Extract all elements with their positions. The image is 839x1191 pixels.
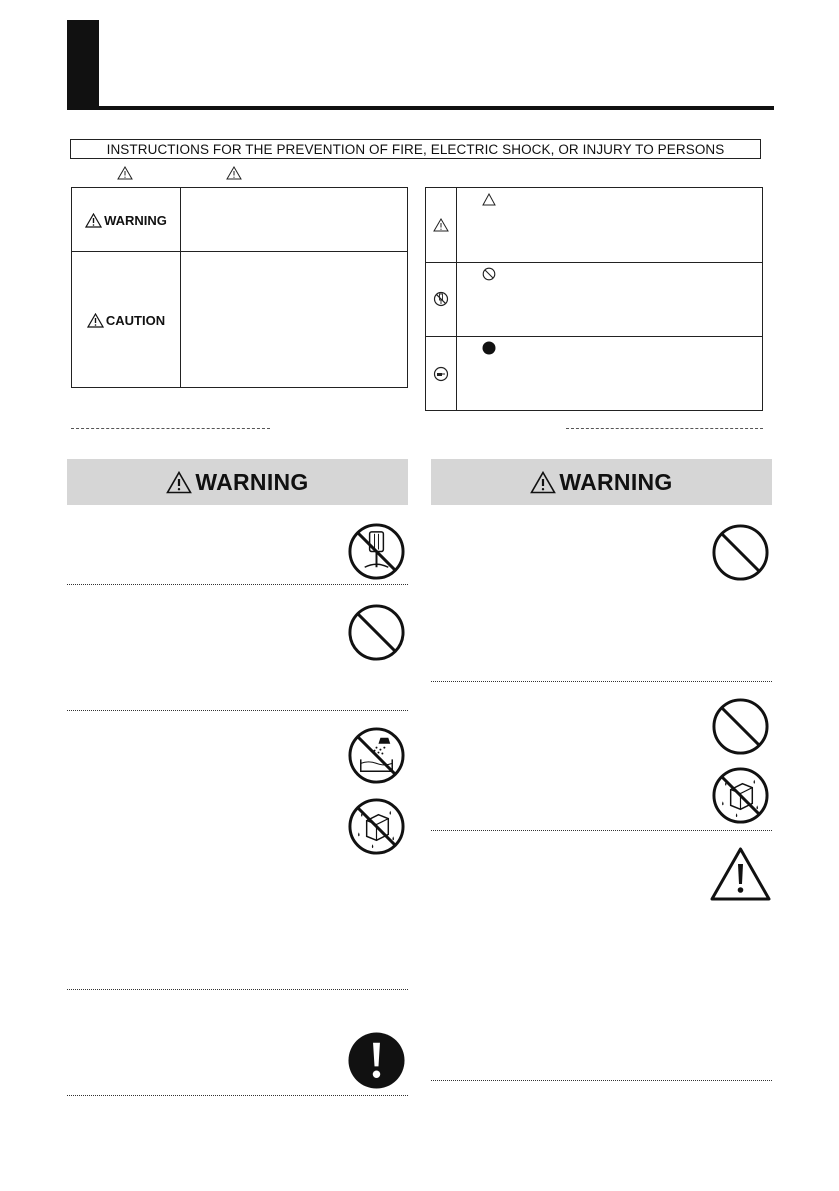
left-warning-heading: WARNING bbox=[67, 459, 408, 505]
triangle-symbol-icon bbox=[482, 193, 496, 206]
item-divider bbox=[67, 989, 408, 990]
exclamation-mandatory-icon bbox=[347, 1031, 406, 1090]
no-wet-icon bbox=[347, 797, 406, 856]
prohibition-icon bbox=[711, 697, 770, 756]
triangle-alert-icon bbox=[85, 213, 102, 228]
mandatory-icon bbox=[482, 341, 496, 355]
no-disassemble-icon bbox=[433, 291, 449, 307]
item-divider bbox=[431, 1080, 772, 1081]
legend-warning-label: WARNING bbox=[72, 188, 180, 252]
unplug-icon bbox=[433, 366, 449, 382]
divider bbox=[71, 428, 270, 429]
item-divider bbox=[67, 1095, 408, 1096]
triangle-alert-icon bbox=[87, 313, 104, 328]
prohibition-icon bbox=[482, 267, 496, 281]
caution-triangle-icon bbox=[709, 846, 772, 902]
triangle-alert-icon bbox=[530, 471, 556, 494]
item-divider bbox=[431, 681, 772, 682]
triangle-alert-icon bbox=[117, 166, 133, 180]
prohibition-icon bbox=[347, 603, 406, 662]
triangle-alert-icon bbox=[226, 166, 242, 180]
symbol-legend bbox=[425, 187, 763, 411]
divider bbox=[566, 428, 763, 429]
instructions-banner bbox=[70, 139, 761, 159]
warning-caution-legend bbox=[71, 187, 408, 388]
right-warning-heading: WARNING bbox=[431, 459, 772, 505]
no-disassemble-icon bbox=[347, 522, 406, 581]
no-wet-icon bbox=[711, 766, 770, 825]
item-divider bbox=[431, 830, 772, 831]
item-divider bbox=[67, 584, 408, 585]
header-rule bbox=[67, 106, 774, 110]
banner-text: INSTRUCTIONS FOR THE PREVENTION OF FIRE, ELECTRIC SHOCK, OR INJURY TO PERSONS bbox=[106, 141, 725, 157]
item-divider bbox=[67, 710, 408, 711]
triangle-alert-icon bbox=[166, 471, 192, 494]
legend-caution-label: CAUTION bbox=[72, 252, 180, 388]
prohibition-icon bbox=[711, 523, 770, 582]
no-water-icon bbox=[347, 726, 406, 785]
triangle-alert-icon bbox=[433, 218, 449, 232]
chapter-tab bbox=[67, 20, 99, 110]
